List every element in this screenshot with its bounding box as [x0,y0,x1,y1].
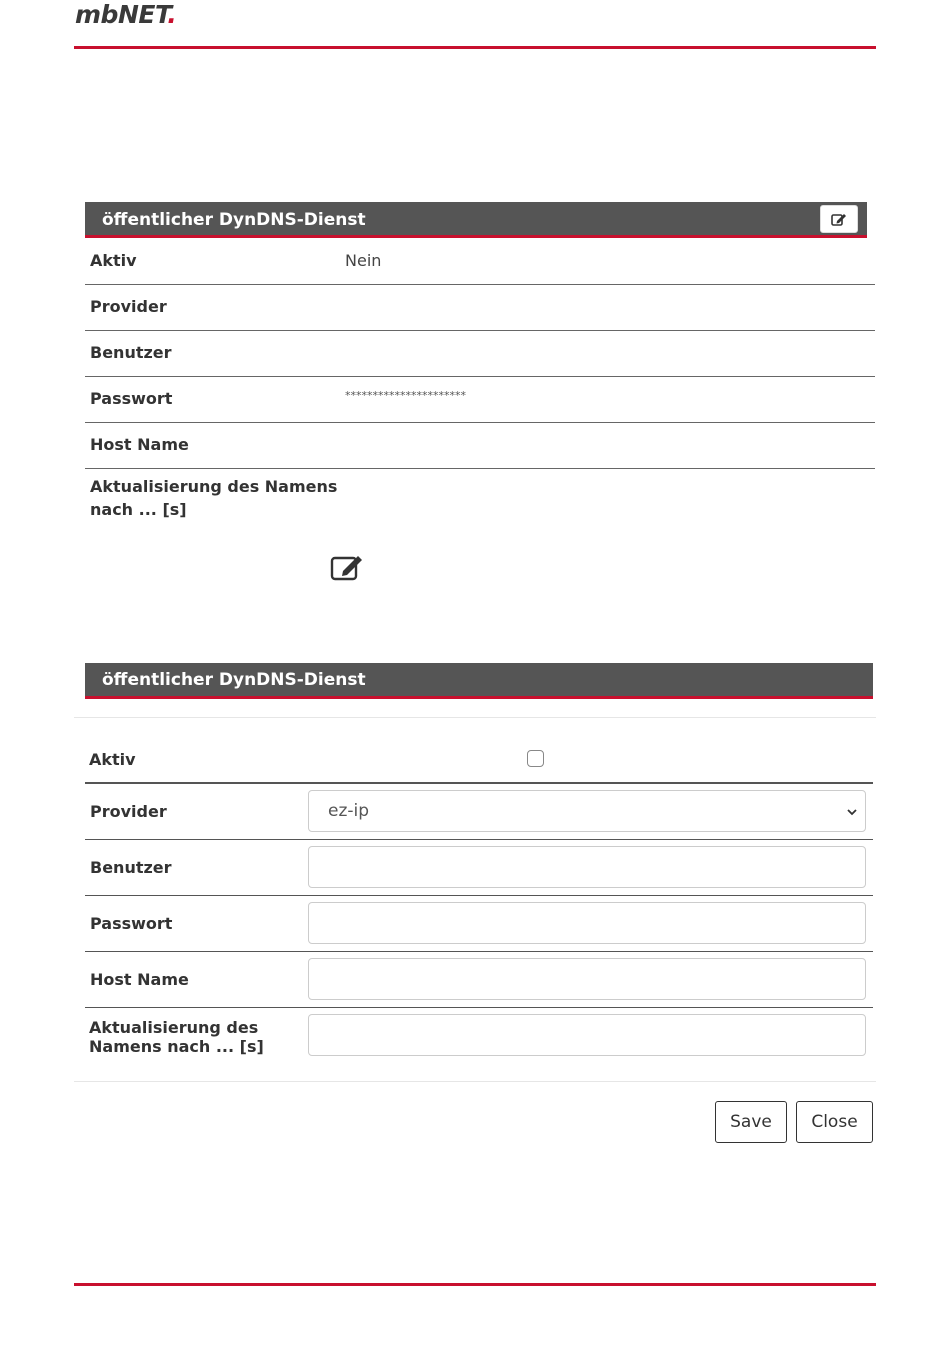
view-value-aktiv: Nein [345,251,382,270]
footer-rule [74,1283,876,1286]
edit-label-provider: Provider [90,802,167,821]
chevron-down-icon [845,802,859,822]
logo-text: mbNET [75,0,168,29]
edit-row-aktiv [85,735,873,784]
view-label-provider: Provider [90,297,167,316]
edit-label-benutzer: Benutzer [90,858,172,877]
hostname-input[interactable] [308,958,866,1000]
header-rule [74,46,876,49]
view-panel-header [85,202,867,238]
edit-label-hostname: Host Name [90,970,189,989]
view-row-aktiv [85,238,875,285]
save-button[interactable]: Save [715,1101,787,1143]
view-row-provider [85,285,875,331]
view-row-passwort [85,377,875,423]
view-row-update-interval [85,469,875,539]
brand-logo [75,0,176,29]
logo-dot: . [167,0,177,29]
update-interval-input[interactable] [308,1014,866,1056]
view-label-aktiv: Aktiv [90,251,137,270]
edit-icon[interactable] [330,553,366,583]
view-label-update-line2: nach ... [s] [90,500,187,519]
edit-label-aktiv: Aktiv [89,750,136,769]
provider-selected-value: ez-ip [328,801,370,821]
edit-label-update-line1: Aktualisierung des [89,1018,259,1037]
view-label-update-line1: Aktualisierung des Namens [90,477,338,496]
aktiv-checkbox[interactable] [527,750,544,767]
edit-panel-header [85,663,873,699]
provider-select[interactable] [308,790,866,832]
edit-panel-bottom-divider [74,1081,876,1082]
edit-panel-top-divider [74,717,876,718]
benutzer-input[interactable] [308,846,866,888]
view-label-passwort: Passwort [90,389,173,408]
close-button[interactable]: Close [796,1101,873,1143]
view-label-hostname: Host Name [90,435,189,454]
header-edit-button[interactable] [820,205,858,233]
view-panel-title: öffentlicher DynDNS-Dienst [102,210,366,230]
passwort-input[interactable] [308,902,866,944]
view-label-benutzer: Benutzer [90,343,172,362]
view-row-hostname [85,423,875,469]
edit-label-passwort: Passwort [90,914,173,933]
edit-icon [831,212,847,226]
edit-panel-title: öffentlicher DynDNS-Dienst [102,670,366,690]
edit-label-update-line2: Namens nach ... [s] [89,1037,264,1056]
view-row-benutzer [85,331,875,377]
view-value-passwort: ********************** [345,389,466,402]
